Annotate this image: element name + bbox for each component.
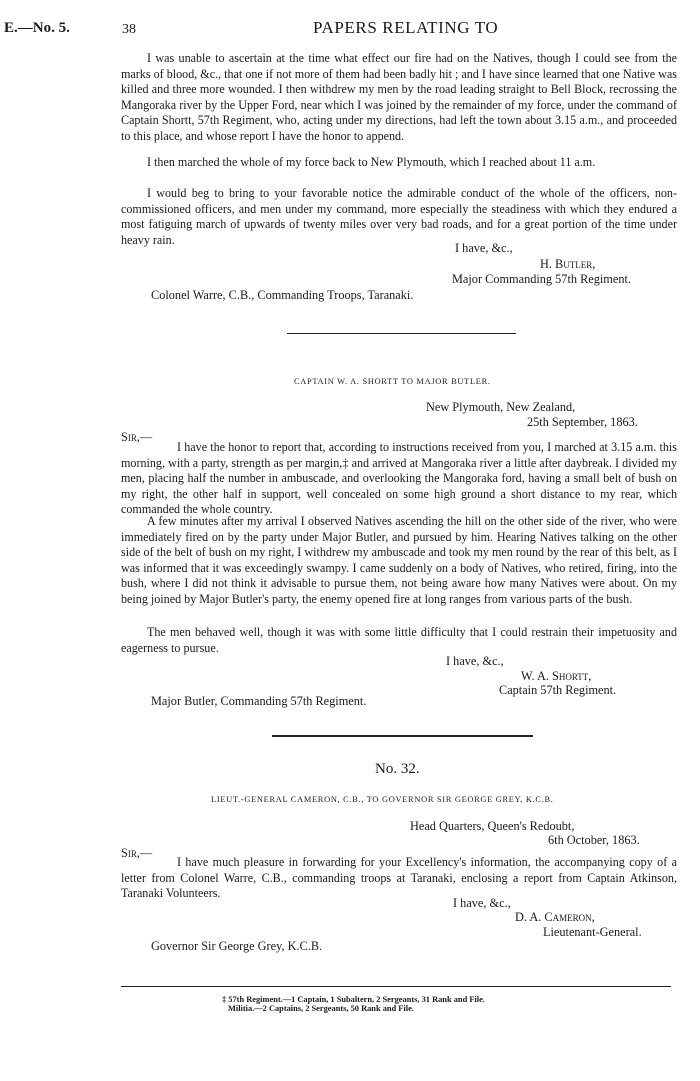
letter3-signer: D. A. Cameron, [515,910,595,924]
letter3-place: Head Quarters, Queen's Redoubt, [410,819,575,833]
letter2-heading: CAPTAIN W. A. SHORTT TO MAJOR BUTLER. [294,377,491,386]
letter2-paragraph-3: The men behaved well, though it was with some little difficulty that I could restrain their impetuosity and eagerness to pursue. [121,625,677,655]
page-number: 38 [122,22,136,37]
letter1-paragraph-2: I then marched the whole of my force back to New Plymouth, which I reached about 11 a.m. [147,155,596,169]
letter1-signer: H. Butler, [540,257,596,271]
letter2-addressee: Major Butler, Commanding 57th Regiment. [151,694,367,708]
letter2-signer-title: Captain 57th Regiment. [499,683,617,697]
letter2-place: New Plymouth, New Zealand, [426,400,576,414]
footnote-rule [121,986,671,987]
letter1-closing: I have, &c., [455,241,513,255]
letter3-salutation: Sir,— [121,846,153,860]
footnote-line-1: ‡ 57th Regiment.—1 Captain, 1 Subaltern, 2 Sergeants, 31 Rank and File. [222,995,485,1004]
letter2-paragraph-1: I have the honor to report that, according to instructions received from you, I marched at 3.15 a.m. this morning, with a party, strength as per margin,‡ and arrived at Mangoraka river a little after daybreak. I divided my men, placing half the number in ambuscade, and overlooking the Mangoraka ford, having a small belt of bush on my right, the other half in support, well concealed on some high ground a short distance to my rear, which commanded the whole country. [121,440,677,516]
letter1-paragraph-3: I would beg to bring to your favorable notice the admirable conduct of the whole of the officers, non-commissioned officers, and men under my command, more especially the steadiness with which they endured a most fatiguing march of upwards of twenty miles over very bad roads, and for a great portion of the time under heavy rain. [121,186,677,247]
letter2-paragraph-2: A few minutes after my arrival I observed Natives ascending the hill on the other side of the river, who were immediately fired on by the party under Major Butler, and pursued by him. Hearing Natives talking on the other side of the belt of bush on my right, I withdrew my ambuscade and took my men round by the rear of this belt, as I was informed that it was exceedingly swampy. I came suddenly on a body of Natives, who retired, firing, into the bush, where I did not think it advisable to pursue them, not being aware how many Natives were about. On my being joined by Major Butler's party, the enemy opened fire at long ranges from various parts of the bush. [121,514,677,606]
letter3-signer-title: Lieutenant-General. [543,925,642,939]
letter3-paragraph-1: I have much pleasure in forwarding for your Excellency's information, the accompanying copy of a letter from Colonel Warre, C.B., commanding troops at Taranaki, enclosing a report from Captain Atkinson, Taranaki Volunteers. [121,855,677,900]
letter3-heading: LIEUT.-GENERAL CAMERON, C.B., TO GOVERNOR SIR GEORGE GREY, K.C.B. [211,795,554,804]
letter2-salutation: Sir,— [121,430,153,444]
document-number: No. 32. [375,761,420,777]
letter2-signer: W. A. Shortt, [521,669,592,683]
page-title: PAPERS RELATING TO [313,18,499,37]
letter2-closing: I have, &c., [446,654,504,668]
letter1-signer-title: Major Commanding 57th Regiment. [452,272,631,286]
letter3-addressee: Governor Sir George Grey, K.C.B. [151,939,323,953]
letter3-date: 6th October, 1863. [548,833,640,847]
series-number: E.—No. 5. [4,20,70,36]
letter1-addressee: Colonel Warre, C.B., Commanding Troops, Taranaki. [151,288,414,302]
letter2-date: 25th September, 1863. [527,415,638,429]
letter1-paragraph-1: I was unable to ascertain at the time what effect our fire had on the Natives, though I could see from the marks of blood, &c., that one if not more of them had been badly hit ; and I have since learned that one Native was killed and three more wounded. I then withdrew my men by the road leading straight to Bell Block, recrossing the Mangoraka river by the Upper Ford, near which I was joined by the remainder of my force, under the command of Captain Shortt, 57th Regiment, who, acting under my directions, had left the town about 3.15 a.m., and proceeded to this place, and whose report I have the honor to append. [121,51,677,143]
letter3-closing: I have, &c., [453,896,511,910]
section-divider [287,333,516,334]
section-divider-thick [272,735,533,737]
footnote-line-2: Militia.—2 Captains, 2 Sergeants, 50 Rank and File. [228,1004,414,1013]
